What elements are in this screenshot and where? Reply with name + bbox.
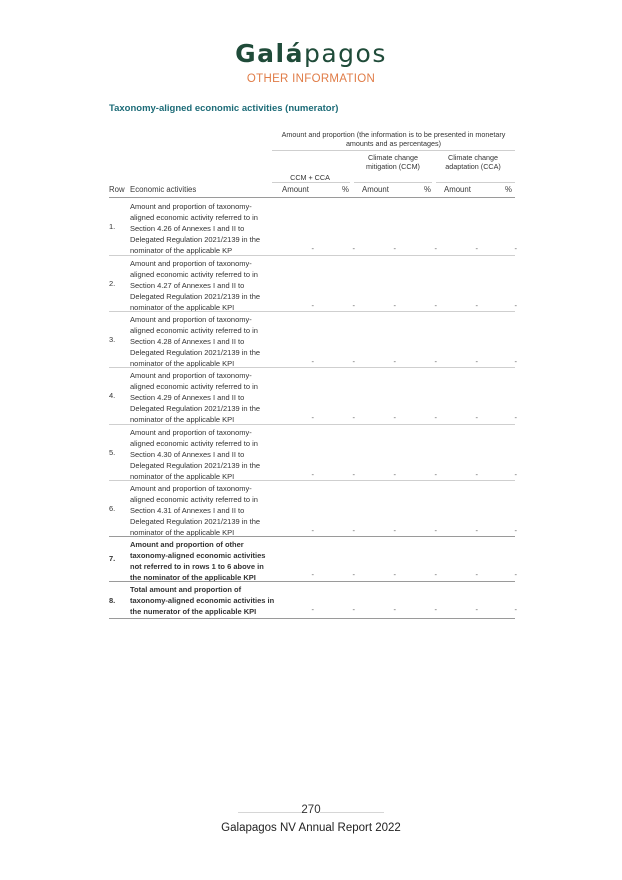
value-ccm-cca-percent: - (352, 413, 355, 422)
value-ccm-cca-amount: - (311, 470, 314, 479)
value-cca-percent: - (514, 357, 517, 366)
value-cca-percent: - (514, 301, 517, 310)
table-row (109, 582, 517, 618)
value-cca-amount: - (475, 413, 478, 422)
value-cca-amount: - (475, 244, 478, 253)
col-header-amount-1: Amount (282, 185, 309, 194)
page-number-rule-right (320, 812, 384, 813)
value-ccm-cca-percent: - (352, 244, 355, 253)
row-description: Amount and proportion of taxonomy-aligned economic activity referred to in Section 4.28 of Annexes I and II to Delegated Regulation 2021/2139 in the nominator of the applicable KPI (130, 315, 261, 368)
table-row (109, 368, 517, 424)
super-header: Amount and proportion (the information is to be presented in monetary amounts and as percentages) (281, 130, 506, 148)
super-header-rule (272, 150, 515, 151)
value-ccm-percent: - (434, 570, 437, 579)
row-number: 5. (109, 448, 116, 457)
row-number: 3. (109, 335, 116, 344)
value-ccm-cca-percent: - (352, 357, 355, 366)
table-row (109, 537, 517, 582)
row-description: Amount and proportion of taxonomy-aligned economic activity referred to in Section 4.31 of Annexes I and II to Delegated Regulation 2021/2139 in the nominator of the applicable KPI (130, 484, 261, 537)
value-ccm-cca-percent: - (352, 605, 355, 614)
group-header-ccm-cca: CCM + CCA (290, 173, 330, 182)
page-number: 270 (301, 804, 321, 816)
value-cca-percent: - (514, 244, 517, 253)
row-description: Amount and proportion of taxonomy-aligned economic activity referred to in Section 4.26 of Annexes I and II to Delegated Regulation 2021/2139 in the nominator of the applicable KP (130, 202, 261, 255)
section-title: OTHER INFORMATION (246, 73, 376, 85)
group-rule-ccm-cca (272, 182, 350, 183)
group-rule-cca (436, 182, 515, 183)
table-row (109, 425, 517, 481)
row-number: 6. (109, 504, 116, 513)
row-number: 1. (109, 222, 116, 231)
row-description: Total amount and proportion of taxonomy-aligned economic activities in the numerator of the applicable KPI (130, 585, 275, 616)
row-description: Amount and proportion of taxonomy-aligned economic activity referred to in Section 4.27 of Annexes I and II to Delegated Regulation 2021/2139 in the nominator of the applicable KPI (130, 259, 261, 312)
value-cca-amount: - (475, 605, 478, 614)
col-header-percent-1: % (342, 185, 349, 194)
value-ccm-percent: - (434, 413, 437, 422)
row-number: 2. (109, 279, 116, 288)
logo-text-bold: Galá (235, 39, 304, 68)
value-cca-amount: - (475, 570, 478, 579)
value-ccm-percent: - (434, 526, 437, 535)
value-ccm-cca-amount: - (311, 244, 314, 253)
group-header-cca: Climate change adaptation (CCA) (445, 153, 501, 171)
row-number: 4. (109, 391, 116, 400)
value-ccm-amount: - (393, 357, 396, 366)
value-ccm-amount: - (393, 244, 396, 253)
value-ccm-amount: - (393, 570, 396, 579)
value-ccm-percent: - (434, 470, 437, 479)
header-bottom-rule (109, 197, 515, 198)
value-ccm-amount: - (393, 526, 396, 535)
value-ccm-cca-amount: - (311, 301, 314, 310)
value-ccm-cca-amount: - (311, 413, 314, 422)
value-ccm-cca-amount: - (311, 526, 314, 535)
group-rule-ccm (354, 182, 432, 183)
value-cca-percent: - (514, 570, 517, 579)
value-cca-amount: - (475, 526, 478, 535)
value-cca-amount: - (475, 470, 478, 479)
row-number: 7. (109, 554, 116, 563)
value-cca-percent: - (514, 470, 517, 479)
value-ccm-percent: - (434, 605, 437, 614)
value-cca-percent: - (514, 526, 517, 535)
row-description: Amount and proportion of taxonomy-aligned economic activity referred to in Section 4.29 of Annexes I and II to Delegated Regulation 2021/2139 in the nominator of the applicable KPI (130, 371, 261, 424)
table-row (109, 199, 517, 255)
value-ccm-percent: - (434, 357, 437, 366)
col-header-amount-2: Amount (362, 185, 389, 194)
value-ccm-cca-percent: - (352, 570, 355, 579)
value-ccm-percent: - (434, 301, 437, 310)
value-ccm-amount: - (393, 413, 396, 422)
value-ccm-amount: - (393, 301, 396, 310)
table-title: Taxonomy-aligned economic activities (numerator) (109, 103, 339, 114)
report-title: Galapagos NV Annual Report 2022 (221, 822, 401, 834)
col-header-percent-3: % (505, 185, 512, 194)
table-row (109, 481, 517, 537)
value-ccm-cca-percent: - (352, 470, 355, 479)
col-header-activity: Economic activities (130, 185, 197, 194)
value-ccm-cca-percent: - (352, 301, 355, 310)
value-cca-percent: - (514, 413, 517, 422)
table-row (109, 256, 517, 312)
value-ccm-amount: - (393, 605, 396, 614)
table-row (109, 312, 517, 368)
col-header-amount-3: Amount (444, 185, 471, 194)
value-cca-amount: - (475, 357, 478, 366)
col-header-percent-2: % (424, 185, 431, 194)
value-cca-amount: - (475, 301, 478, 310)
group-header-ccm: Climate change mitigation (CCM) (366, 153, 420, 171)
company-logo (0, 39, 622, 68)
value-ccm-cca-amount: - (311, 357, 314, 366)
value-ccm-cca-amount: - (311, 570, 314, 579)
row-description: Amount and proportion of taxonomy-aligned economic activity referred to in Section 4.30 of Annexes I and II to Delegated Regulation 2021/2139 in the nominator of the applicable KPI (130, 428, 261, 481)
logo-text-light: pagos (303, 39, 387, 68)
col-header-row: Row (109, 185, 125, 194)
value-cca-percent: - (514, 605, 517, 614)
value-ccm-cca-amount: - (311, 605, 314, 614)
value-ccm-cca-percent: - (352, 526, 355, 535)
row-description: Amount and proportion of other taxonomy-aligned economic activities not referred to in rows 1 to 6 above in the nominator of the applicable KPI (130, 540, 266, 582)
row-number: 8. (109, 596, 116, 605)
value-ccm-percent: - (434, 244, 437, 253)
table-bottom-rule (109, 618, 515, 619)
value-ccm-amount: - (393, 470, 396, 479)
